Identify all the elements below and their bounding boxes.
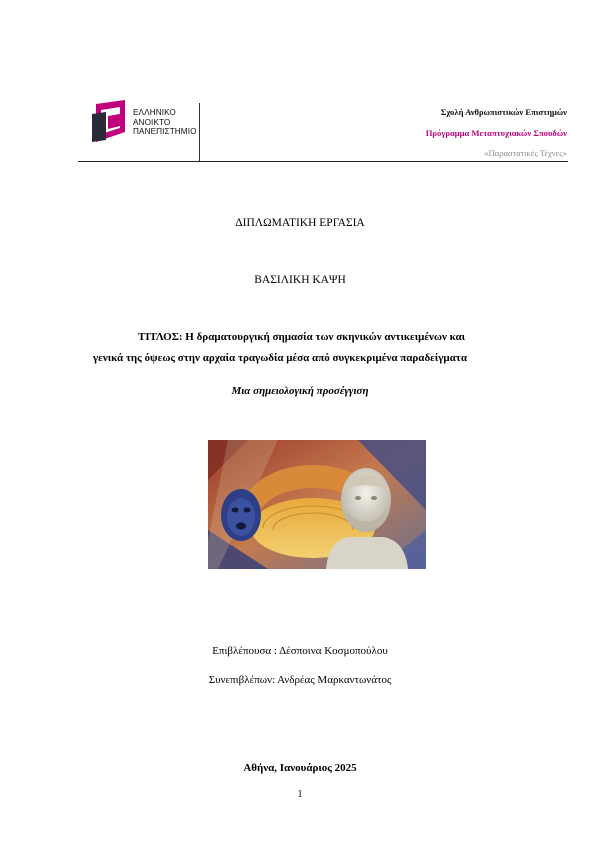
header-divider [199, 103, 200, 162]
supervisor: Επιβλέπουσα : Δέσποινα Κοσμοπούλου [212, 645, 388, 657]
author-name: ΒΑΣΙΛΙΚΗ ΚΑΨΗ [254, 274, 346, 286]
logo-line: ΕΛΛΗΝΙΚΟ [133, 108, 176, 117]
co-supervisor: Συνεπιβλέπων: Ανδρέας Μαρκαντωνάτος [208, 674, 392, 686]
thesis-subtitle: Μια σημειολογική προσέγγιση [231, 385, 369, 397]
university-logo-text [133, 108, 197, 137]
school-name: Σχολή Ανθρωπιστικών Επιστημών [440, 107, 567, 117]
cover-image [208, 440, 426, 569]
logo-line: ΠΑΝΕΠΙΣΤΗΜΙΟ [133, 127, 197, 137]
place-date: Αθήνα, Ιανουάριος 2025 [243, 762, 357, 774]
program-name: Πρόγραμμα Μεταπτυχιακών Σπουδών [425, 128, 567, 138]
thesis-title-line-2: γενικά της όψεως στην αρχαία τραγωδία μέσα από συγκεκριμένα παραδείγματα [93, 352, 467, 364]
document-type: ΔΙΠΛΩΜΑΤΙΚΗ ΕΡΓΑΣΙΑ [235, 217, 365, 229]
page-number: 1 [297, 789, 303, 800]
logo-line: ΑΝΟΙΚΤΟ [133, 117, 171, 127]
specialization-name: «Παραστατικές Τέχνες» [484, 148, 567, 158]
university-logo-icon [92, 100, 128, 142]
header-rule [78, 161, 568, 162]
thesis-title-line-1: ΤΙΤΛΟΣ: Η δραματουργική σημασία των σκηνικών αντικειμένων και [138, 331, 466, 343]
